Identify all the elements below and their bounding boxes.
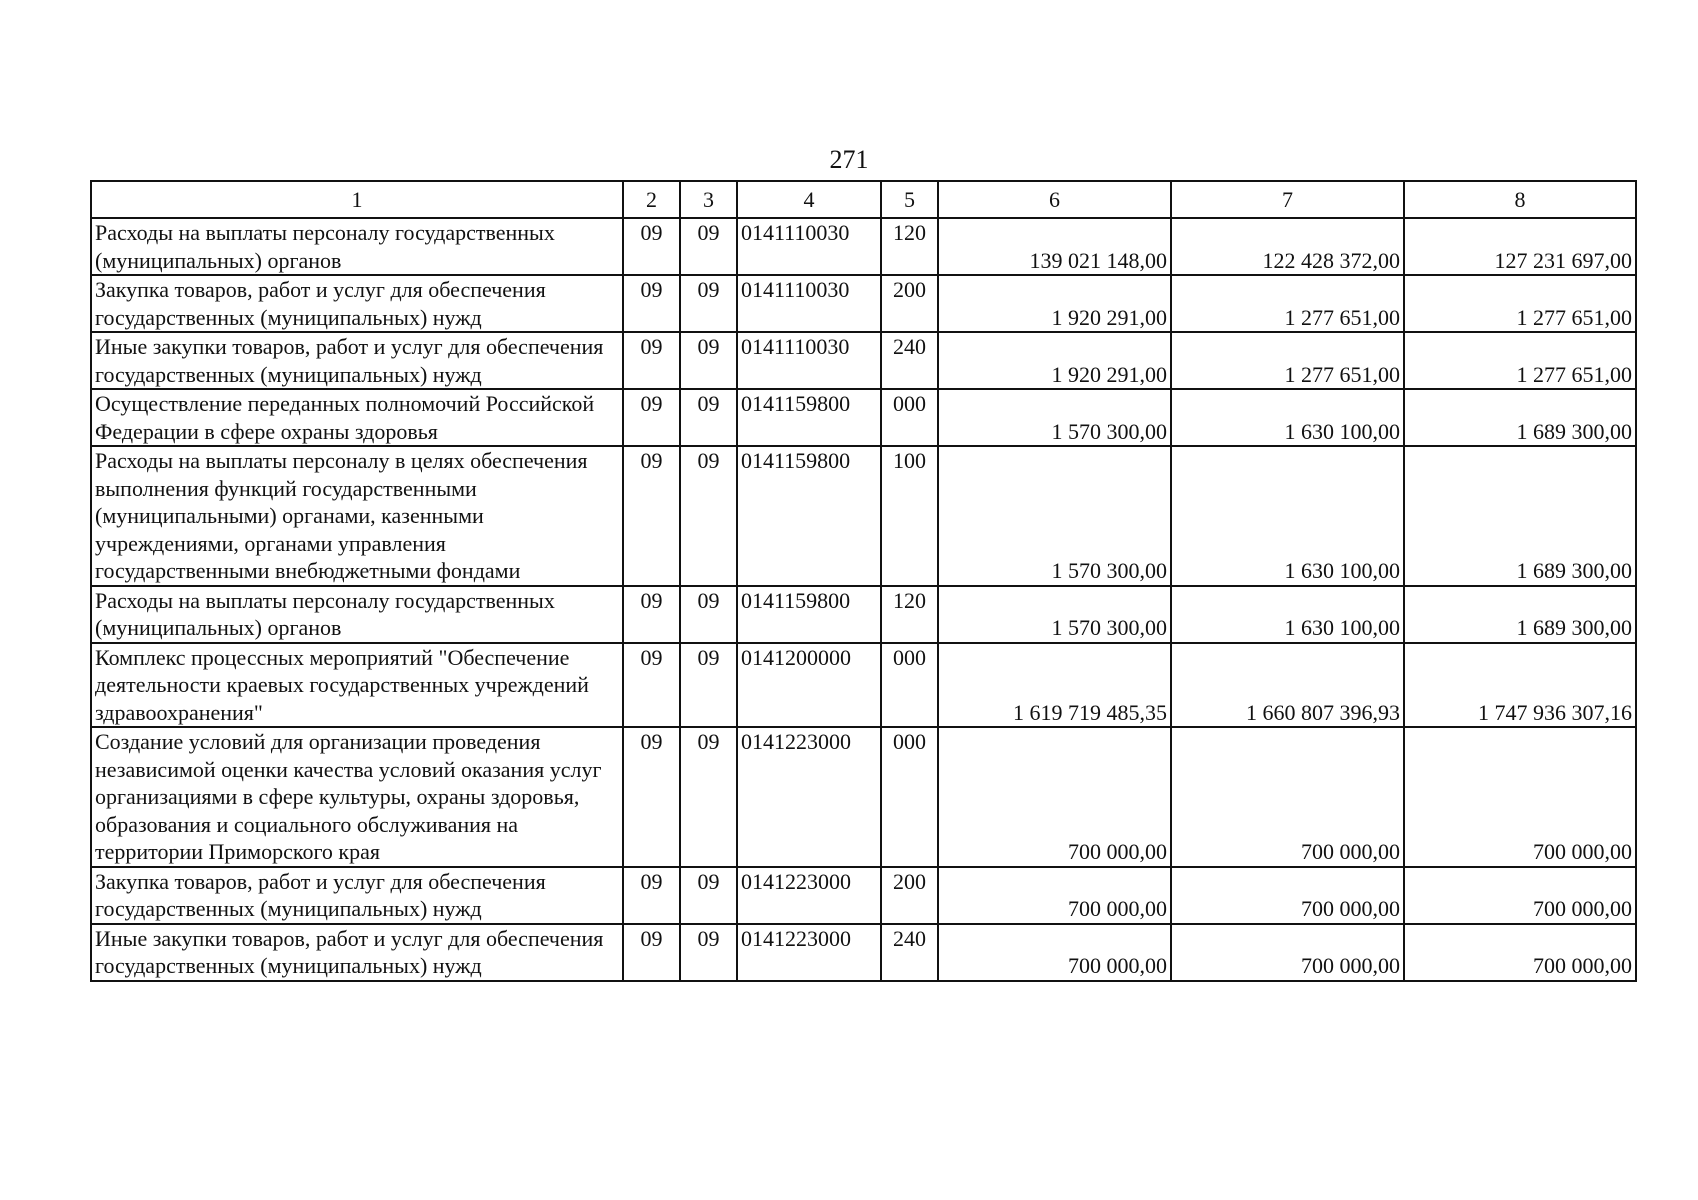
amount-year-1-cell: 700 000,00 — [938, 727, 1171, 867]
subsection-code-cell: 09 — [680, 643, 737, 728]
target-article-code-cell: 0141223000 — [737, 867, 881, 924]
subsection-code-cell: 09 — [680, 586, 737, 643]
table-row — [91, 218, 1636, 275]
amount-year-1-cell: 1 570 300,00 — [938, 446, 1171, 586]
expense-type-code-cell: 120 — [881, 218, 938, 275]
expense-name-cell: Создание условий для организации проведения независимой оценки качества условий оказания услуг организациями в сфере культуры, охраны здоровья, образования и социального обслуживания на территории Приморского края — [91, 727, 623, 867]
expense-name-cell: Осуществление переданных полномочий Российской Федерации в сфере охраны здоровья — [91, 389, 623, 446]
target-article-code-cell: 0141223000 — [737, 924, 881, 981]
subsection-code-cell: 09 — [680, 727, 737, 867]
column-header-2: 2 — [623, 181, 680, 218]
table-row — [91, 389, 1636, 446]
column-header-7: 7 — [1171, 181, 1404, 218]
target-article-code-cell: 0141200000 — [737, 643, 881, 728]
expense-name-cell: Закупка товаров, работ и услуг для обеспечения государственных (муниципальных) нужд — [91, 275, 623, 332]
subsection-code-cell: 09 — [680, 924, 737, 981]
expense-type-code-cell: 000 — [881, 389, 938, 446]
table-row — [91, 643, 1636, 728]
expense-name-cell: Иные закупки товаров, работ и услуг для обеспечения государственных (муниципальных) нужд — [91, 332, 623, 389]
expense-name-cell: Закупка товаров, работ и услуг для обеспечения государственных (муниципальных) нужд — [91, 867, 623, 924]
amount-year-3-cell: 1 747 936 307,16 — [1404, 643, 1636, 728]
target-article-code-cell: 0141223000 — [737, 727, 881, 867]
target-article-code-cell: 0141110030 — [737, 218, 881, 275]
expense-name-cell: Расходы на выплаты персоналу государственных (муниципальных) органов — [91, 218, 623, 275]
expense-type-code-cell: 200 — [881, 867, 938, 924]
subsection-code-cell: 09 — [680, 446, 737, 586]
expense-type-code-cell: 100 — [881, 446, 938, 586]
amount-year-2-cell: 700 000,00 — [1171, 867, 1404, 924]
page-number: 271 — [829, 145, 869, 174]
column-header-3: 3 — [680, 181, 737, 218]
column-number-header-row — [91, 181, 1636, 218]
budget-table — [90, 180, 1637, 982]
subsection-code-cell: 09 — [680, 275, 737, 332]
column-header-5: 5 — [881, 181, 938, 218]
amount-year-2-cell: 1 660 807 396,93 — [1171, 643, 1404, 728]
amount-year-2-cell: 1 277 651,00 — [1171, 275, 1404, 332]
table-row — [91, 924, 1636, 981]
expense-type-code-cell: 000 — [881, 727, 938, 867]
section-code-cell: 09 — [623, 867, 680, 924]
amount-year-2-cell: 700 000,00 — [1171, 727, 1404, 867]
subsection-code-cell: 09 — [680, 332, 737, 389]
subsection-code-cell: 09 — [680, 867, 737, 924]
amount-year-2-cell: 1 630 100,00 — [1171, 389, 1404, 446]
amount-year-3-cell: 1 689 300,00 — [1404, 389, 1636, 446]
amount-year-1-cell: 1 570 300,00 — [938, 389, 1171, 446]
amount-year-1-cell: 1 920 291,00 — [938, 332, 1171, 389]
amount-year-1-cell: 1 619 719 485,35 — [938, 643, 1171, 728]
subsection-code-cell: 09 — [680, 389, 737, 446]
section-code-cell: 09 — [623, 389, 680, 446]
section-code-cell: 09 — [623, 218, 680, 275]
amount-year-3-cell: 1 277 651,00 — [1404, 332, 1636, 389]
amount-year-3-cell: 1 277 651,00 — [1404, 275, 1636, 332]
amount-year-1-cell: 1 570 300,00 — [938, 586, 1171, 643]
expense-type-code-cell: 240 — [881, 332, 938, 389]
column-header-8: 8 — [1404, 181, 1636, 218]
table-row — [91, 332, 1636, 389]
section-code-cell: 09 — [623, 332, 680, 389]
amount-year-3-cell: 700 000,00 — [1404, 924, 1636, 981]
section-code-cell: 09 — [623, 924, 680, 981]
table-row — [91, 586, 1636, 643]
expense-name-cell: Расходы на выплаты персоналу государственных (муниципальных) органов — [91, 586, 623, 643]
amount-year-3-cell: 1 689 300,00 — [1404, 586, 1636, 643]
section-code-cell: 09 — [623, 727, 680, 867]
target-article-code-cell: 0141110030 — [737, 332, 881, 389]
target-article-code-cell: 0141110030 — [737, 275, 881, 332]
target-article-code-cell: 0141159800 — [737, 446, 881, 586]
amount-year-2-cell: 700 000,00 — [1171, 924, 1404, 981]
target-article-code-cell: 0141159800 — [737, 389, 881, 446]
column-header-1: 1 — [91, 181, 623, 218]
amount-year-3-cell: 1 689 300,00 — [1404, 446, 1636, 586]
expense-type-code-cell: 000 — [881, 643, 938, 728]
table-row — [91, 867, 1636, 924]
amount-year-2-cell: 1 630 100,00 — [1171, 446, 1404, 586]
section-code-cell: 09 — [623, 446, 680, 586]
table-row — [91, 727, 1636, 867]
amount-year-2-cell: 1 630 100,00 — [1171, 586, 1404, 643]
expense-name-cell: Расходы на выплаты персоналу в целях обеспечения выполнения функций государственными (муниципальными) органами, казенными учреждениями, органами управления государственными внебюджетными фондами — [91, 446, 623, 586]
amount-year-3-cell: 700 000,00 — [1404, 867, 1636, 924]
amount-year-1-cell: 700 000,00 — [938, 867, 1171, 924]
amount-year-2-cell: 1 277 651,00 — [1171, 332, 1404, 389]
amount-year-1-cell: 139 021 148,00 — [938, 218, 1171, 275]
amount-year-1-cell: 1 920 291,00 — [938, 275, 1171, 332]
column-header-4: 4 — [737, 181, 881, 218]
section-code-cell: 09 — [623, 643, 680, 728]
table-row — [91, 446, 1636, 586]
amount-year-3-cell: 127 231 697,00 — [1404, 218, 1636, 275]
expense-type-code-cell: 200 — [881, 275, 938, 332]
subsection-code-cell: 09 — [680, 218, 737, 275]
table-row — [91, 275, 1636, 332]
section-code-cell: 09 — [623, 586, 680, 643]
amount-year-3-cell: 700 000,00 — [1404, 727, 1636, 867]
amount-year-1-cell: 700 000,00 — [938, 924, 1171, 981]
expense-type-code-cell: 120 — [881, 586, 938, 643]
target-article-code-cell: 0141159800 — [737, 586, 881, 643]
expense-name-cell: Комплекс процессных мероприятий "Обеспечение деятельности краевых государственных учреждений здравоохранения" — [91, 643, 623, 728]
amount-year-2-cell: 122 428 372,00 — [1171, 218, 1404, 275]
section-code-cell: 09 — [623, 275, 680, 332]
expense-type-code-cell: 240 — [881, 924, 938, 981]
expense-name-cell: Иные закупки товаров, работ и услуг для обеспечения государственных (муниципальных) нужд — [91, 924, 623, 981]
column-header-6: 6 — [938, 181, 1171, 218]
